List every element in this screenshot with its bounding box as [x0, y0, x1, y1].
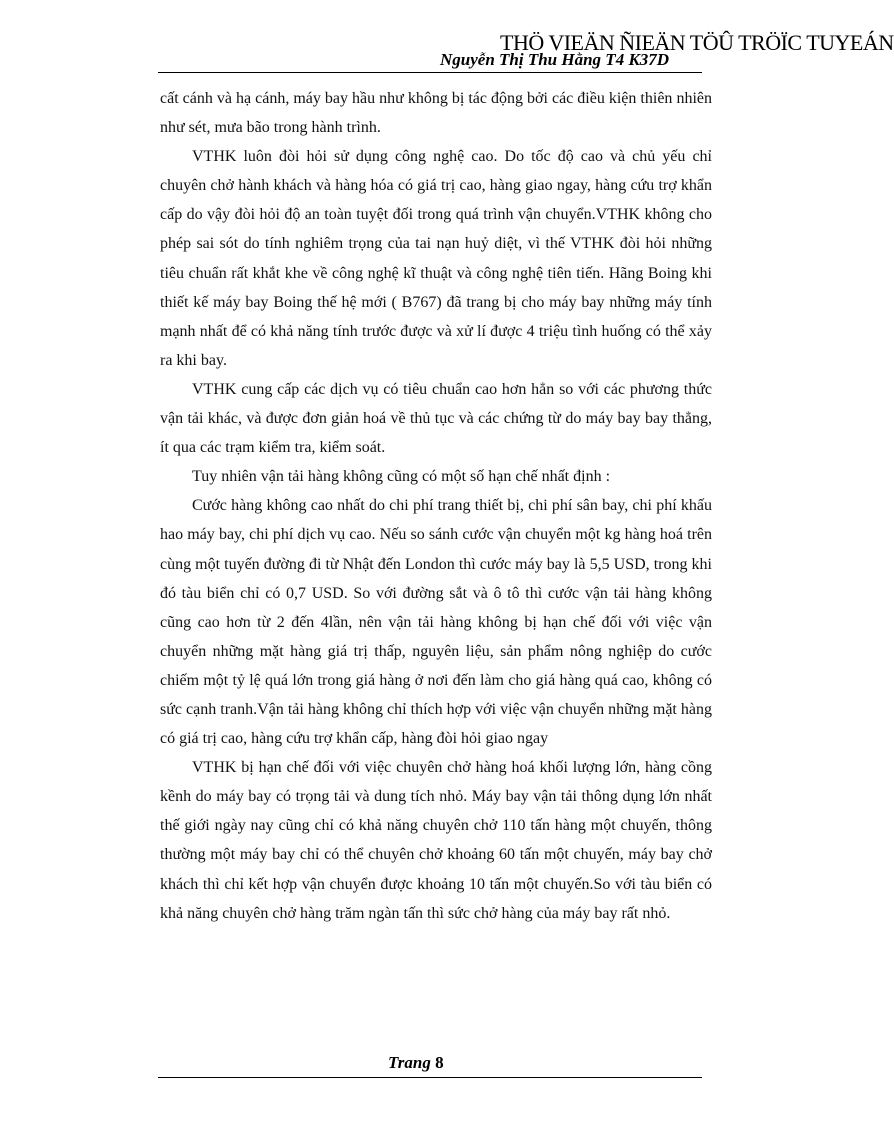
library-watermark: THÖ VIEÄN ÑIEÄN TÖÛ TRÖÏC TUYEÁN [500, 30, 894, 55]
body-text [160, 84, 712, 1014]
page-footer [388, 1053, 468, 1075]
author-header: Nguyễn Thị Thu Hằng T4 K37D [440, 50, 670, 69]
paragraph: VTHK cung cấp các dịch vụ có tiêu chuẩn cao hơn hẳn so với các phương thức vận tải khác, và được đơn giản hoá về thủ tục và các chứng từ do máy bay bay thẳng, ít qua các trạm kiểm tra, kiểm soát. [160, 380, 712, 457]
paragraph: Cước hàng không cao nhất do chi phí trang thiết bị, chi phí sân bay, chi phí khấu hao máy bay, chi phí dịch vụ cao. Nếu so sánh cước vận chuyển một kg hàng hoá trên cùng một tuyến đường đi từ Nhật đến London thì cước máy bay là 5,5 USD, trong khi đó tàu biển chỉ có 0,7 USD. So với đường sắt và ô tô thì cước vận tải hàng không cũng cao hơn từ 2 đến 4lần, nên vận tải hàng không bị hạn chế đối với việc vận chuyển những mặt hàng giá trị thấp, nguyên liệu, sản phẩm nông nghiệp do cước chiếm một tỷ lệ quá lớn trong giá hàng ở nơi đến làm cho giá hàng quá cao, không có sức cạnh tranh.Vận tải hàng không chỉ thích hợp với việc vận chuyển những mặt hàng có giá trị cao, hàng cứu trợ khẩn cấp, hàng đòi hỏi giao ngay [160, 497, 712, 748]
paragraph: Tuy nhiên vận tải hàng không cũng có một số hạn chế nhất định : [192, 468, 611, 486]
footer-rule [158, 1077, 702, 1078]
header-rule [158, 72, 702, 73]
page-word: Trang [388, 1053, 431, 1072]
paragraph: VTHK bị hạn chế đối với việc chuyên chở hàng hoá khối lượng lớn, hàng cồng kềnh do máy bay có trọng tải và dung tích nhỏ. Máy bay vận tải thông dụng lớn nhất thế giới ngày nay cũng chỉ có khả năng chuyên chở 110 tấn hàng một chuyến, thông thường một máy bay chỉ có thể chuyên chở khoảng 60 tấn một chuyến, máy bay chở khách thì chỉ kết hợp vận chuyển được khoảng 10 tấn một chuyến.So với tàu biển có khả năng chuyên chở hàng trăm ngàn tấn thì sức chở hàng của máy bay rất nhỏ. [160, 759, 712, 922]
paragraph-continuation: cất cánh và hạ cánh, máy bay hầu như không bị tác động bởi các điều kiện thiên nhiên như sét, mưa bão trong hành trình. [160, 90, 712, 137]
paragraph: VTHK luôn đòi hỏi sử dụng công nghệ cao. Do tốc độ cao và chủ yếu chỉ chuyên chở hành khách và hàng hóa có giá trị cao, hàng giao ngay, hàng cứu trợ khẩn cấp do vậy đòi hỏi độ an toàn tuyệt đối trong quá trình vận chuyển.VTHK không cho phép sai sót do tính nghiêm trọng của tai nạn huỷ diệt, vì thế VTHK đòi hỏi những tiêu chuẩn rất khắt khe về công nghệ kĩ thuật và công nghệ tiên tiến. Hãng Boing khi thiết kế máy bay Boing thế hệ mới ( B767) đã trang bị cho máy bay những máy tính mạnh nhất để có khả năng tính trước được và xử lí được 4 triệu tình huống có thể xảy ra khi bay. [160, 148, 712, 369]
page-number: 8 [435, 1053, 444, 1072]
